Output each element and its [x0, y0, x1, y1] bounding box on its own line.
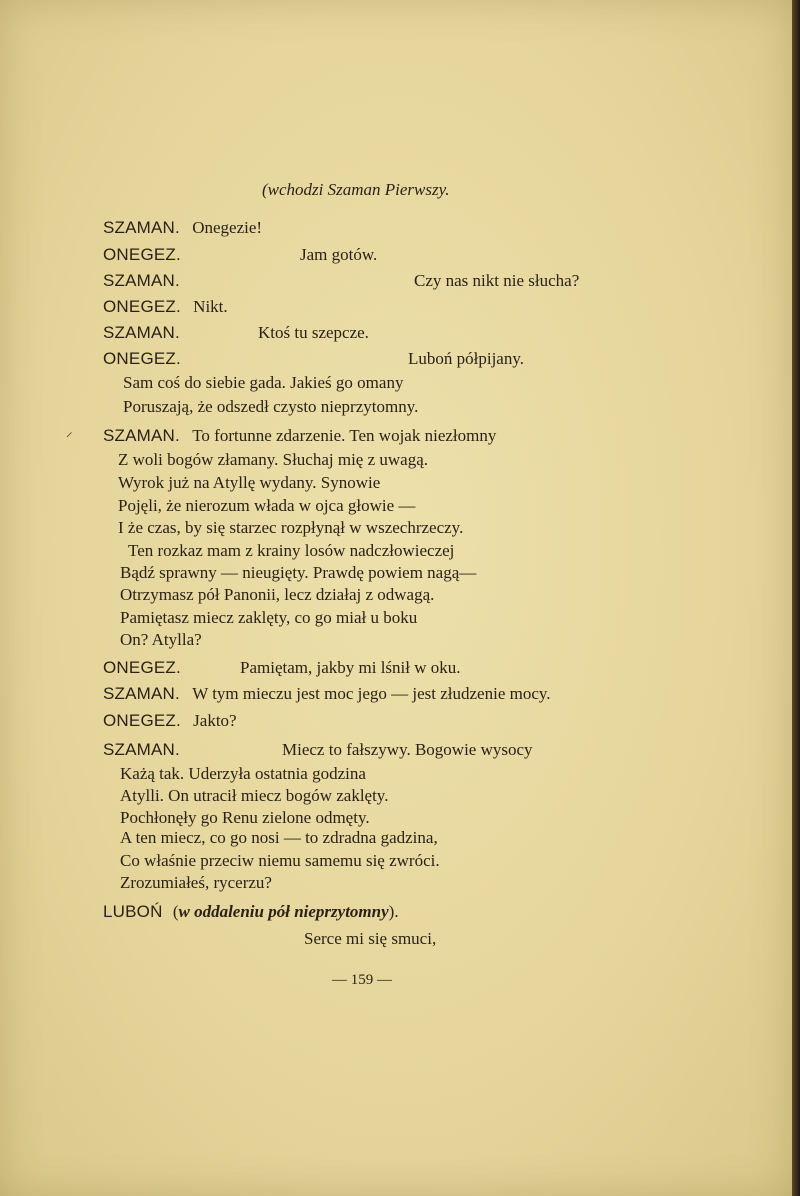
dialogue-text: Pamiętam, jakby mi lśnił w oku.: [240, 658, 461, 677]
speaker-label: ONEGEZ.: [103, 349, 181, 368]
dialogue-text: W tym mieczu jest moc jego — jest złudzenie mocy.: [192, 684, 551, 703]
verse-line: Poruszają, że odszedł czysto nieprzytomny.: [123, 397, 419, 416]
dialogue-line: [103, 740, 180, 760]
stage-direction-open: (: [172, 902, 179, 921]
verse-line: On? Atylla?: [120, 630, 202, 649]
dialogue-line: [103, 684, 551, 704]
stage-direction-inline: w oddaleniu pół nieprzytomny: [178, 902, 389, 921]
dialogue-text: Serce mi się smuci,: [304, 929, 437, 948]
speaker-label: SZAMAN.: [103, 684, 180, 703]
dialogue-text: Jakto?: [193, 711, 237, 730]
speaker-label: LUBOŃ: [103, 902, 163, 921]
dialogue-line: [103, 426, 496, 446]
verse-line: Pochłonęły go Renu zielone odmęty.: [120, 808, 370, 827]
verse-line: Z woli bogów złamany. Słuchaj mię z uwagą.: [118, 450, 429, 469]
speaker-label: SZAMAN.: [103, 323, 180, 342]
verse-line: Zrozumiałeś, rycerzu?: [120, 873, 272, 892]
speaker-label: SZAMAN.: [103, 426, 180, 445]
page-edge: [792, 0, 800, 1196]
verse-line: I że czas, by się starzec rozpłynął w wszechrzeczy.: [118, 518, 464, 537]
dialogue-text: Onegezie!: [192, 218, 263, 237]
speaker-label: SZAMAN.: [103, 740, 180, 759]
stage-direction-close: ).: [388, 902, 399, 921]
speaker-label: ONEGEZ.: [103, 711, 181, 730]
dialogue-line: [103, 271, 180, 291]
dialogue-text: To fortunne zdarzenie. Ten wojak niezłomny: [192, 426, 497, 445]
dialogue-text: Luboń półpijany.: [408, 349, 524, 368]
verse-line: Pamiętasz miecz zaklęty, co go miał u boku: [120, 608, 418, 627]
verse-line: Każą tak. Uderzyła ostatnia godzina: [120, 764, 366, 783]
verse-line: Pojęli, że nierozum włada w ojca głowie —: [118, 496, 416, 515]
speaker-label: SZAMAN.: [103, 271, 180, 290]
dialogue-line: [103, 711, 237, 731]
verse-line: Bądź sprawny — nieugięty. Prawdę powiem nagą—: [120, 563, 477, 582]
dialogue-text: Nikt.: [193, 297, 228, 316]
verse-line: A ten miecz, co go nosi — to zdradna gadzina,: [120, 828, 438, 847]
verse-line: Co właśnie przeciw niemu samemu się zwróci.: [120, 851, 440, 870]
dialogue-line: [103, 349, 181, 369]
verse-line: Wyrok już na Atyllę wydany. Synowie: [118, 473, 381, 492]
dialogue-text: Jam gotów.: [300, 245, 378, 264]
dialogue-line: [103, 218, 262, 238]
page-number: — 159 —: [332, 972, 392, 988]
verse-line: Atylli. On utracił miecz bogów zaklęty.: [120, 786, 389, 805]
dialogue-text: Ktoś tu szepcze.: [258, 323, 369, 342]
speaker-label: ONEGEZ.: [103, 297, 181, 316]
dialogue-line: [103, 902, 399, 922]
speaker-label: ONEGEZ.: [103, 245, 181, 264]
speaker-label: SZAMAN.: [103, 218, 180, 237]
verse-line: Sam coś do siebie gada. Jakieś go omany: [123, 373, 404, 392]
speaker-label: ONEGEZ.: [103, 658, 181, 677]
verse-line: Ten rozkaz mam z krainy losów nadczłowieczej: [128, 541, 455, 560]
dialogue-line: [103, 323, 180, 343]
margin-mark: ⸝: [66, 425, 73, 440]
dialogue-line: [103, 297, 228, 317]
dialogue-text: Czy nas nikt nie słucha?: [414, 271, 580, 290]
dialogue-line: [103, 245, 181, 265]
verse-line: Otrzymasz pół Panonii, lecz działaj z odwagą.: [120, 585, 435, 604]
dialogue-text: Miecz to fałszywy. Bogowie wysocy: [282, 740, 533, 759]
stage-direction: (wchodzi Szaman Pierwszy.: [262, 180, 450, 199]
dialogue-line: [103, 658, 181, 678]
